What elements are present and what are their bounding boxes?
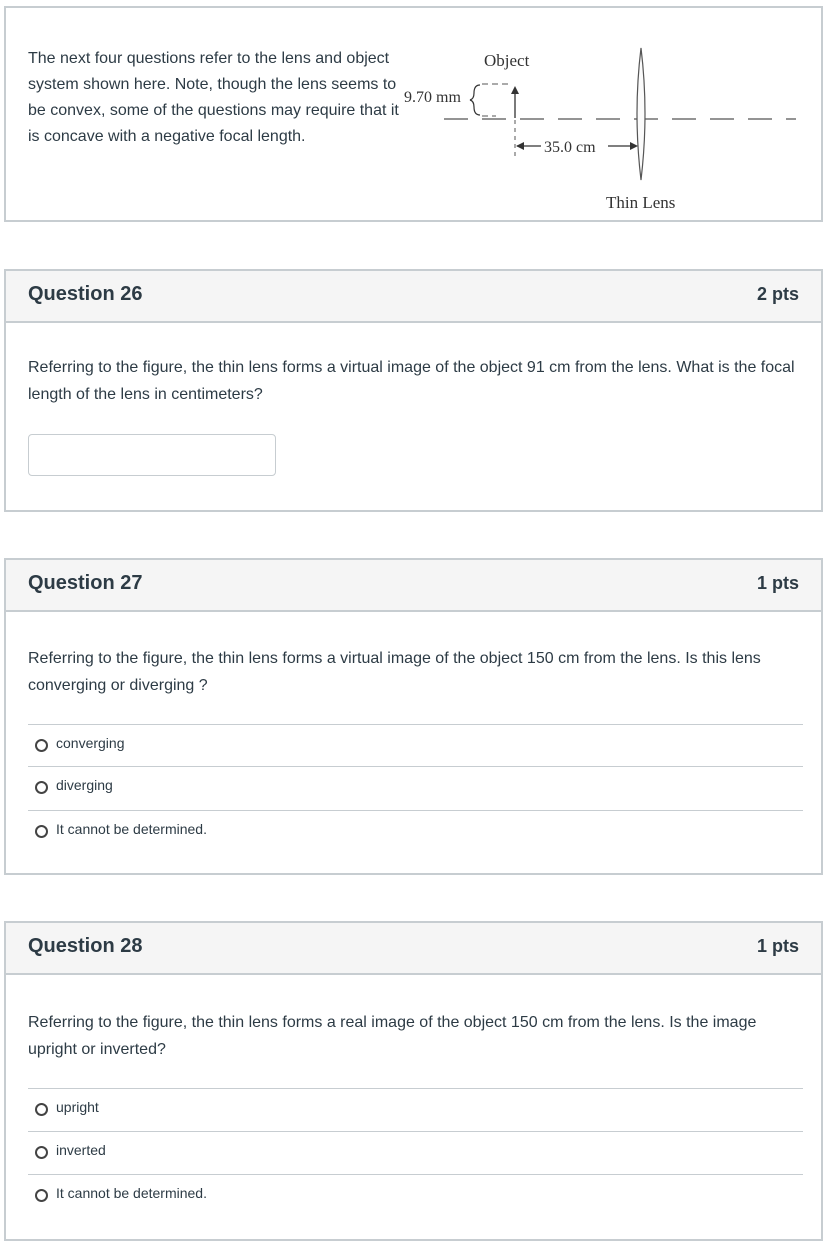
question-header: [6, 560, 821, 612]
height-label: 9.70 mm: [404, 89, 461, 106]
question-title: Question 26: [28, 283, 143, 305]
distance-arrow-left-head: [516, 142, 524, 150]
radio-button[interactable]: [35, 1189, 48, 1202]
object-label: Object: [484, 51, 530, 70]
height-brace: [470, 85, 480, 115]
answer-option-cannot-determine[interactable]: [28, 810, 803, 852]
lens-diagram: [386, 38, 806, 218]
answer-option-diverging[interactable]: [28, 766, 803, 808]
question-points: 1 pts: [756, 936, 799, 956]
question-27-card: [4, 558, 823, 875]
thin-lens: [637, 48, 645, 180]
answer-option-upright[interactable]: [28, 1088, 803, 1130]
radio-button[interactable]: [35, 781, 48, 794]
answer-option-inverted[interactable]: [28, 1131, 803, 1173]
question-text: Referring to the figure, the thin lens forms a virtual image of the object 150 cm from the lens. Is this lens converging or diverging ?: [28, 650, 761, 694]
radio-button[interactable]: [35, 1146, 48, 1159]
option-label: diverging: [56, 777, 113, 793]
intro-card: [4, 6, 823, 222]
option-label: It cannot be determined.: [56, 1185, 207, 1201]
distance-label: 35.0 cm: [544, 139, 596, 156]
option-label: converging: [56, 735, 125, 751]
question-title: Question 27: [28, 572, 143, 594]
question-title: Question 28: [28, 935, 143, 957]
question-text: Referring to the figure, the thin lens forms a real image of the object 150 cm from the lens. Is the image upright or inverted?: [28, 1014, 757, 1058]
object-arrow-head: [511, 86, 519, 94]
question-header: [6, 271, 821, 323]
option-label: It cannot be determined.: [56, 821, 207, 837]
option-label: inverted: [56, 1142, 106, 1158]
question-header: [6, 923, 821, 975]
radio-button[interactable]: [35, 825, 48, 838]
question-points: 1 pts: [756, 573, 799, 593]
radio-button[interactable]: [35, 739, 48, 752]
question-text: Referring to the figure, the thin lens forms a virtual image of the object 91 cm from the lens. What is the focal length of the lens in centimeters?: [28, 359, 795, 403]
answer-option-converging[interactable]: [28, 724, 803, 766]
distance-arrow-right-head: [630, 142, 638, 150]
question-28-card: [4, 921, 823, 1241]
answer-input[interactable]: [28, 434, 276, 476]
object-dashed-outline: [482, 84, 510, 116]
question-points: 2 pts: [756, 284, 799, 304]
radio-button[interactable]: [35, 1103, 48, 1116]
answer-option-cannot-determine[interactable]: [28, 1174, 803, 1216]
question-26-card: [4, 269, 823, 512]
option-label: upright: [56, 1099, 99, 1115]
lens-label: Thin Lens: [606, 193, 676, 212]
intro-text: The next four questions refer to the lens and object system shown here. Note, though the lens seems to be convex, some of the questions may require that it is concave with a negative focal length.: [28, 50, 399, 145]
